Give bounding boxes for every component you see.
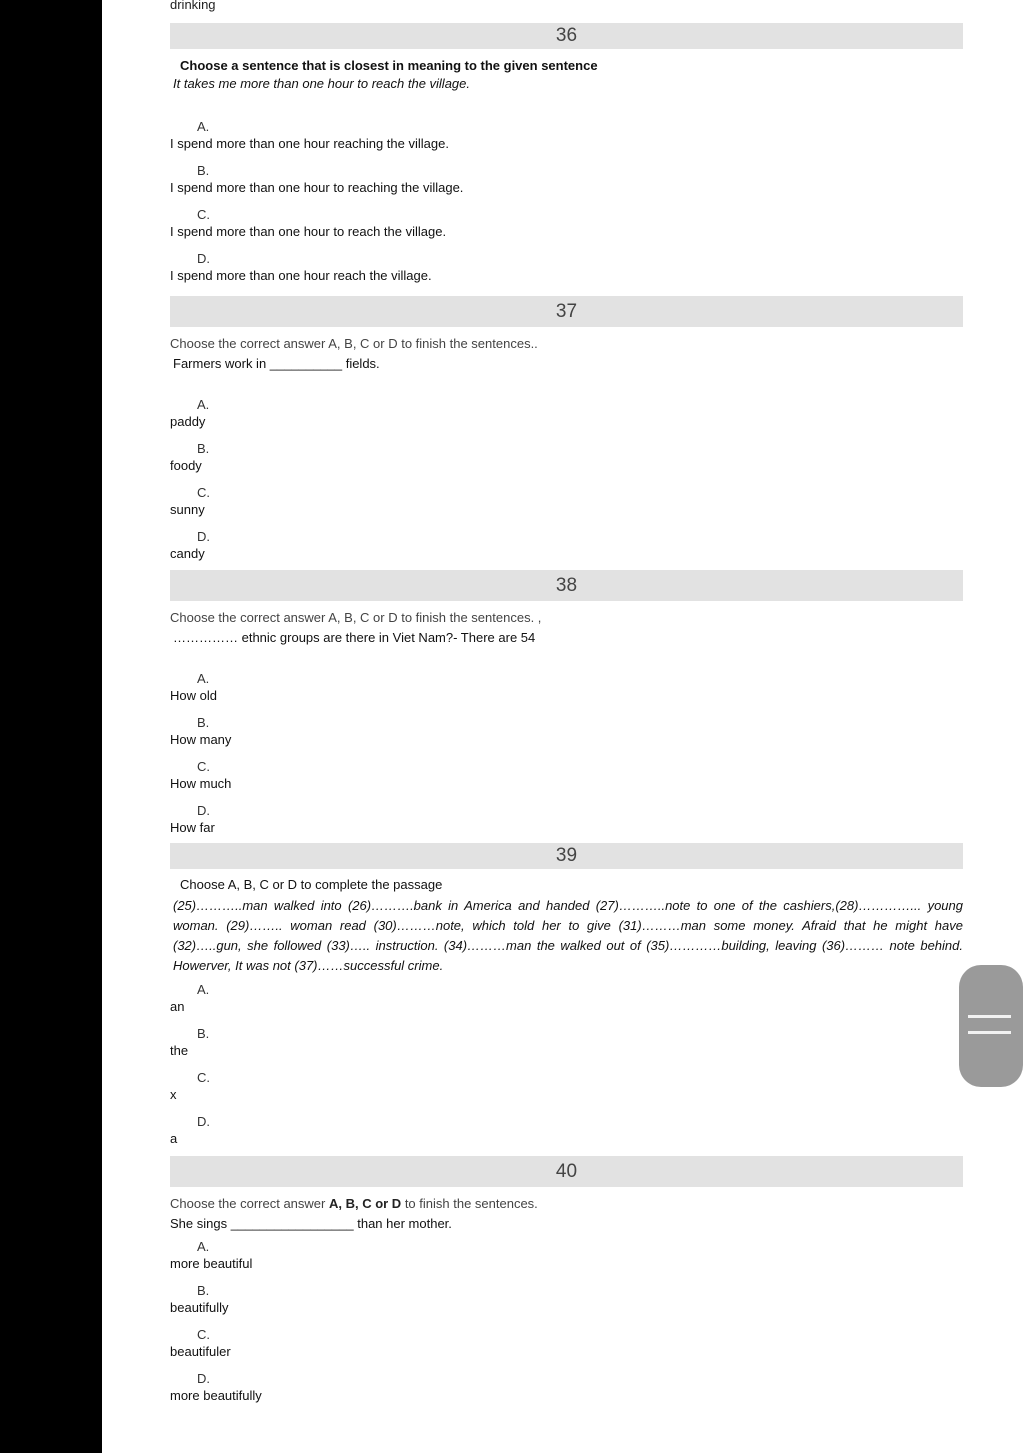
question-39	[170, 843, 963, 1158]
passage-text: (25)………..man walked into (26)……….bank in America and handed (27)………..note to one of the cashiers,(28)…………... young woman. (29)…….. woman read (30)………note, which told her to give (31)………man some money. Afraid that he might have (32)…..gun, she followed (33)….. instruction. (34)………man the walked out of (35)…………building, leaving (36)……… note behind. Howerver, It was not (37)……successful crime.	[173, 898, 963, 973]
option-text: foody	[170, 458, 202, 473]
option-text: paddy	[170, 414, 206, 429]
option-a[interactable]	[170, 982, 963, 1026]
question-stem: She sings _________________ than her mother.	[170, 1216, 452, 1231]
option-letter: D.	[197, 1114, 210, 1129]
question-number-header: 40	[170, 1156, 963, 1187]
option-letter: B.	[197, 441, 210, 456]
question-stem: It takes me more than one hour to reach the village.	[173, 76, 471, 91]
option-text: How old	[170, 688, 217, 703]
option-text: sunny	[170, 502, 205, 517]
question-number-header: 36	[170, 23, 963, 49]
question-number-header: 37	[170, 296, 963, 327]
question-instruction: Choose A, B, C or D to complete the passage	[180, 877, 443, 892]
left-dark-sidebar	[0, 0, 102, 1453]
option-text: x	[170, 1087, 177, 1102]
option-d[interactable]	[170, 803, 963, 847]
option-text: more beautifully	[170, 1388, 262, 1403]
option-letter: C.	[197, 207, 210, 222]
question-38	[170, 570, 963, 847]
option-letter: D.	[197, 251, 210, 266]
option-a[interactable]	[170, 397, 963, 441]
option-b[interactable]	[170, 441, 963, 485]
option-a[interactable]	[170, 1239, 963, 1283]
option-text: the	[170, 1043, 189, 1058]
question-instruction	[170, 1196, 963, 1211]
option-text: I spend more than one hour to reach the village.	[170, 224, 447, 239]
option-text: I spend more than one hour reach the village.	[170, 268, 432, 283]
option-text: I spend more than one hour reaching the village.	[170, 136, 449, 151]
question-instruction: Choose the correct answer A, B, C or D to finish the sentences..	[170, 336, 538, 351]
option-text: more beautiful	[170, 1256, 253, 1271]
question-40	[170, 1156, 963, 1415]
option-letter: D.	[197, 529, 210, 544]
option-b[interactable]	[170, 1283, 963, 1327]
option-b[interactable]	[170, 1026, 963, 1070]
option-letter: A.	[197, 982, 210, 997]
option-letter: D.	[197, 803, 210, 818]
question-number-header: 38	[170, 570, 963, 601]
option-text: How much	[170, 776, 232, 791]
option-text: a	[170, 1131, 178, 1146]
option-letter: B.	[197, 715, 210, 730]
option-letter: C.	[197, 1327, 210, 1342]
option-text: How far	[170, 820, 215, 835]
option-letter: C.	[197, 485, 210, 500]
option-b[interactable]	[170, 715, 963, 759]
option-c[interactable]	[170, 207, 963, 251]
option-letter: A.	[197, 119, 210, 134]
option-d[interactable]	[170, 251, 963, 295]
instruction-part: to finish the sentences.	[401, 1196, 538, 1211]
option-letter: A.	[197, 671, 210, 686]
option-c[interactable]	[170, 485, 963, 529]
option-d[interactable]	[170, 529, 963, 573]
option-text: beautifully	[170, 1300, 229, 1315]
option-letter: B.	[197, 1026, 210, 1041]
option-text: beautifuler	[170, 1344, 231, 1359]
option-letter: B.	[197, 163, 210, 178]
instruction-bold-part: A, B, C or D	[328, 1196, 402, 1211]
handle-grip-line	[968, 1031, 1011, 1034]
previous-option-text: drinking	[170, 0, 216, 12]
option-letter: C.	[197, 759, 210, 774]
option-b[interactable]	[170, 163, 963, 207]
option-text: candy	[170, 546, 205, 561]
option-text: an	[170, 999, 185, 1014]
question-36	[170, 23, 963, 295]
handle-grip-line	[968, 1015, 1011, 1018]
option-letter: C.	[197, 1070, 210, 1085]
option-letter: A.	[197, 1239, 210, 1254]
option-a[interactable]	[170, 671, 963, 715]
option-a[interactable]	[170, 119, 963, 163]
question-instruction: Choose the correct answer A, B, C or D to finish the sentences. ,	[170, 610, 542, 625]
question-stem: Farmers work in __________ fields.	[173, 356, 380, 371]
option-letter: A.	[197, 397, 210, 412]
option-c[interactable]	[170, 1327, 963, 1371]
option-c[interactable]	[170, 1070, 963, 1114]
instruction-part: Choose the correct answer	[170, 1196, 329, 1211]
question-37	[170, 296, 963, 573]
scroll-handle[interactable]	[959, 965, 1023, 1087]
option-text: I spend more than one hour to reaching the village.	[170, 180, 464, 195]
option-d[interactable]	[170, 1114, 963, 1158]
option-d[interactable]	[170, 1371, 963, 1415]
question-instruction: Choose a sentence that is closest in meaning to the given sentence	[180, 58, 598, 73]
option-letter: D.	[197, 1371, 210, 1386]
option-letter: B.	[197, 1283, 210, 1298]
question-stem: …………… ethnic groups are there in Viet Nam?- There are 54	[173, 630, 536, 645]
option-text: How many	[170, 732, 232, 747]
option-c[interactable]	[170, 759, 963, 803]
question-number-header: 39	[170, 843, 963, 869]
